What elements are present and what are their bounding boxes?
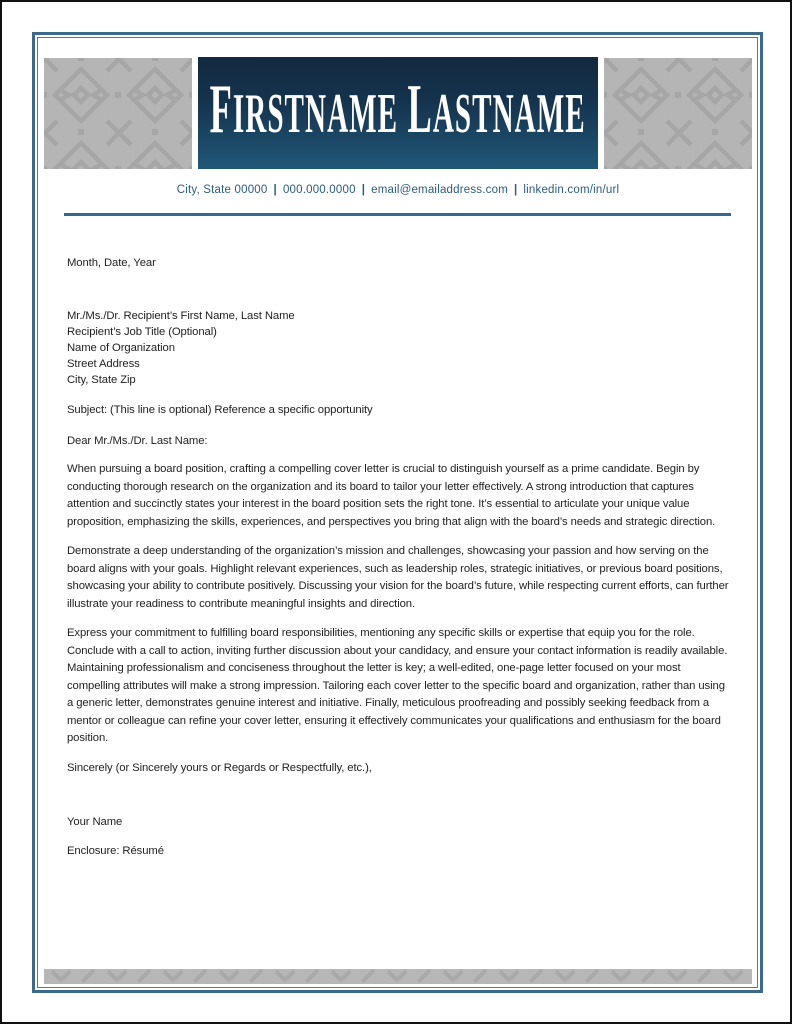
ikat-pattern-icon (44, 58, 192, 169)
recipient-city-state-zip: City, State Zip (67, 374, 136, 386)
left-pattern-block (44, 58, 192, 169)
right-pattern-block (604, 58, 752, 169)
footer-pattern-bar (44, 969, 752, 984)
salutation: Dear Mr./Ms./Dr. Last Name: (67, 435, 208, 447)
enclosure-line: Enclosure: Résumé (67, 844, 164, 857)
body-paragraph: Demonstrate a deep understanding of the organization’s mission and challenges, showcasing your passion and how serving on the board aligns with your goals. Highlight relevant experiences, such as leadership roles, strategic initiatives, or previous board positions, showcasing your ability to contribute positively. Discussing your vision for the board’s future, while respecting current efforts, can further illustrate your readiness to contribute meaningful insights and direction. (67, 545, 729, 610)
date-line: Month, Date, Year (67, 257, 156, 269)
separator-pipe: | (361, 184, 366, 196)
recipient-street: Street Address (67, 358, 140, 370)
recipient-name: Mr./Ms./Dr. Recipient’s First Name, Last Name (67, 310, 295, 322)
recipient-job-title: Recipient’s Job Title (Optional) (67, 326, 217, 338)
first-name-initial: F (209, 71, 234, 148)
body-paragraph: When pursuing a board position, crafting a compelling cover letter is crucial to distinguish yourself as a prime candidate. Begin by conducting thorough research on the organization and its board to tailor your letter effectively. A strong introduction that captures attention and succinctly states your interest in the board position sets the right tone. It’s essential to articulate your unique value proposition, emphasizing the skills, experiences, and perspectives you bring that align with the board’s needs and strategic direction. (67, 463, 716, 528)
ikat-pattern-icon (604, 58, 752, 169)
recipient-organization: Name of Organization (67, 342, 175, 354)
subject-line: Subject: (This line is optional) Reference a specific opportunity (67, 404, 373, 416)
last-name-rest: ASTNAME (433, 83, 587, 145)
page-title (209, 71, 587, 151)
contact-location: City, State 00000 (176, 184, 268, 196)
header-divider (64, 213, 731, 216)
separator-pipe: | (273, 184, 277, 196)
recipient-block (67, 308, 731, 388)
letter-body (67, 247, 731, 859)
chevron-pattern-icon (44, 969, 752, 984)
contact-line (38, 182, 758, 198)
separator-pipe: | (513, 184, 518, 196)
contact-phone: 000.000.0000 (282, 184, 356, 196)
contact-email: email@emailaddress.com (371, 184, 508, 196)
first-name-rest: IRSTNAME (233, 83, 399, 145)
signature-name: Your Name (67, 815, 123, 828)
body-paragraph: Express your commitment to fulfilling board responsibilities, mentioning any specific skills or expertise that equip you for the role. Conclude with a call to action, inviting further discussion about your candidacy, and ensure your contact information is readily available. Maintaining professionalism and conciseness throughout the letter is key; a well-edited, one-page letter focused on your most compelling attributes will make a strong impression. Tailoring each cover letter to the specific board and organization, rather than using a generic letter, demonstrates genuine interest and initiative. Finally, meticulous proofreading and possibly seeking feedback from a mentor or colleague can refine your cover letter, ensuring it effectively communicates your qualifications and enthusiasm for the board position. (67, 627, 728, 744)
closing-line: Sincerely (or Sincerely yours or Regards or Respectfully, etc.), (67, 761, 372, 774)
name-banner (198, 57, 598, 169)
last-name-initial: L (407, 71, 434, 148)
contact-linkedin: linkedin.com/in/url (523, 184, 620, 196)
